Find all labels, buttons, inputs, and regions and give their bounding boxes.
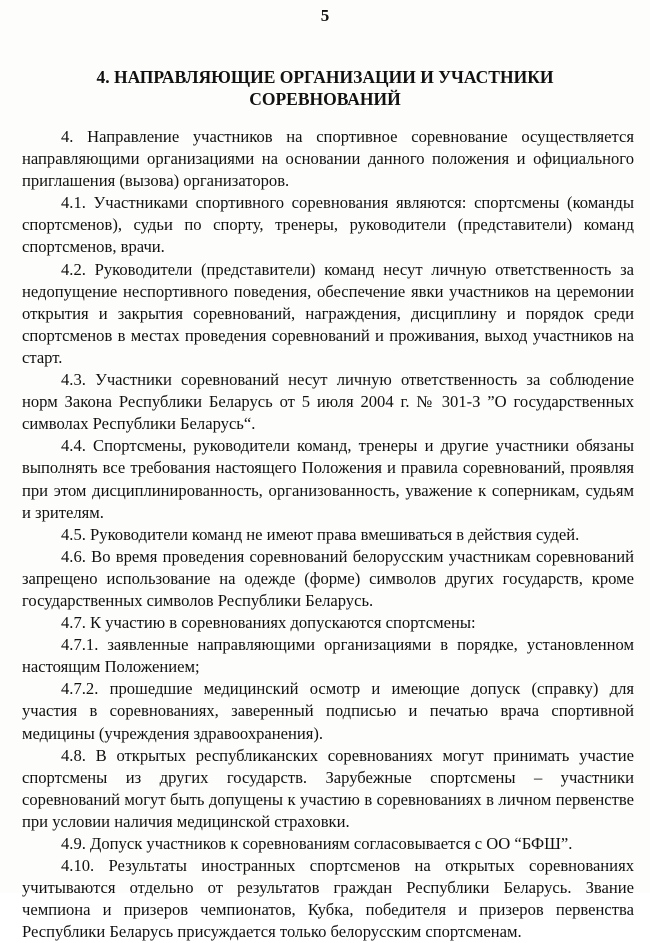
paragraph-4-1: 4.1. Участниками спортивного соревнования являются: спортсмены (команды спортсменов), судьи по спорту, тренеры, руководители (представители) команд спортсменов, врачи.: [22, 193, 634, 257]
section-title-line: 4. НАПРАВЛЯЮЩИЕ ОРГАНИЗАЦИИ И УЧАСТНИКИ: [96, 67, 554, 87]
paragraph-4-10: 4.10. Результаты иностранных спортсменов на открытых соревнованиях учитываются отдельно от результатов граждан Республики Беларусь. Звание чемпиона и призеров чемпионатов, Кубка, победителя и призеров первенства Республики Беларусь присуждается только белорусским спортсменам.: [22, 856, 634, 942]
paragraph-4-5: 4.5. Руководители команд не имеют права вмешиваться в действия судей.: [61, 524, 580, 544]
paragraph-4: 4. Направление участников на спортивное соревнование осуществляется направляющими организациями на основании данного положения и официального приглашения (вызова) организаторов.: [22, 127, 634, 191]
paragraph-4-7-2: 4.7.2. прошедшие медицинский осмотр и имеющие допуск (справку) для участия в соревнованиях, заверенный подписью и печатью врача спортивной медицины (учреждения здравоохранения).: [22, 679, 634, 743]
paragraph-4-7: 4.7. К участию в соревнованиях допускаются спортсмены:: [61, 613, 476, 633]
paragraph-4-2: 4.2. Руководители (представители) команд несут личную ответственность за недопущение неспортивного поведения, обеспечение явки участников на церемонии открытия и закрытия соревнований, награждения, дисциплину и порядок среди спортсменов в местах проведения соревнований и проживания, выход участников на старт.: [22, 259, 634, 367]
paragraph-4-8: 4.8. В открытых республиканских соревнованиях могут принимать участие спортсмены из других государств. Зарубежные спортсмены – участники соревнований могут быть допущены к участию в соревнованиях в личном первенстве при условии наличия медицинской страховки.: [22, 745, 634, 831]
paragraph-4-7-1: 4.7.1. заявленные направляющими организациями в порядке, установленном настоящим Положением;: [22, 635, 634, 677]
page-number: 5: [320, 6, 330, 25]
paragraph-4-4: 4.4. Спортсмены, руководители команд, тренеры и другие участники обязаны выполнять все требования настоящего Положения и правила соревнований, проявляя при этом дисциплинированность, организованность, уважение к соперникам, судьям и зрителям.: [22, 436, 634, 522]
section-title: [40, 66, 610, 110]
paragraph-4-9: 4.9. Допуск участников к соревнованиям согласовывается с ОО “БФШ”.: [61, 834, 573, 853]
paragraph-4-3: 4.3. Участники соревнований несут личную ответственность за соблюдение норм Закона Республики Беларусь от 5 июля 2004 г. № 301-З ”О государственных символах Республики Беларусь“.: [22, 370, 634, 434]
paragraph-4-6: 4.6. Во время проведения соревнований белорусским участникам соревнований запрещено использование на одежде (форме) символов других государств, кроме государственных символов Республики Беларусь.: [22, 546, 634, 610]
section-title-line: СОРЕВНОВАНИЙ: [249, 89, 401, 109]
section-body: [22, 126, 634, 943]
